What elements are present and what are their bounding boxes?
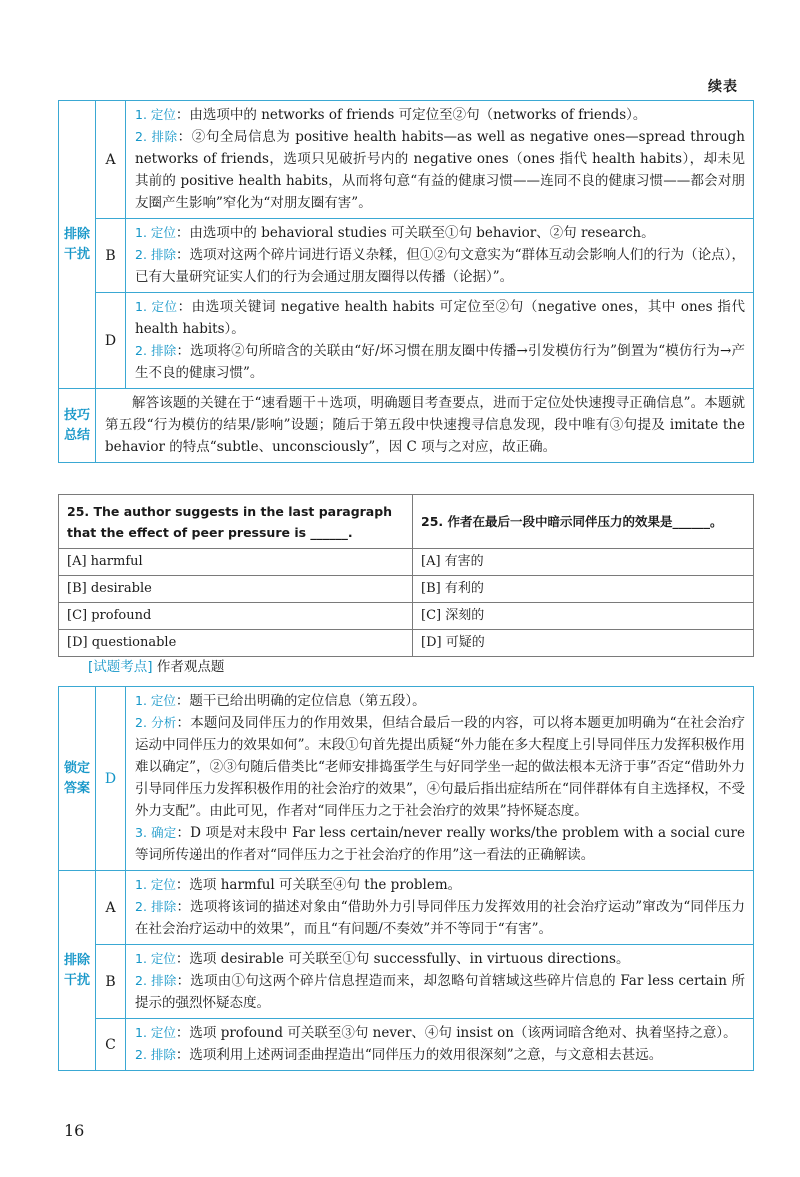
question-option-row xyxy=(59,549,754,576)
answer-option: D xyxy=(96,687,126,871)
exclude-row-a xyxy=(59,101,754,219)
option-letter: A xyxy=(96,871,126,945)
option-analysis: 1. 定位：选项 harmful 可关联至④句 the problem。 2. 排除：选项将该词的描述对象由“借助外力引导同伴压力发挥效用的社会治疗运动”窜改为“同伴压力在社会治疗运动中的效果”，而且“有问题/不奏效”并不等同于“有害”。 xyxy=(126,871,754,945)
skill-summary-text: 解答该题的关键在于“速看题干＋选项，明确题目考查要点，进而于定位处快速搜寻正确信息”。本题就第五段“行为模仿的结果/影响”设题；随后于第五段中快速搜寻信息发现，段中唯有③句提及 imitate the behavior 的特点“subtle、unconsciously”，因 C 项与之对应，故正确。 xyxy=(96,389,754,463)
exclude-row-b xyxy=(59,945,754,1019)
option-en: [C] profound xyxy=(59,603,413,630)
option-zh: [D] 可疑的 xyxy=(413,630,754,657)
exclude-row-b xyxy=(59,219,754,293)
answer-row xyxy=(59,687,754,871)
option-analysis: 1. 定位：选项 profound 可关联至③句 never、④句 insist on（该两词暗含绝对、执着坚持之意）。 2. 排除：选项利用上述两词歪曲捏造出“同伴压力的效用很深刻”之意，与文意相去甚远。 xyxy=(126,1019,754,1071)
option-en: [D] questionable xyxy=(59,630,413,657)
option-letter: A xyxy=(96,101,126,219)
exclude-row-c xyxy=(59,1019,754,1071)
skill-summary-row xyxy=(59,389,754,463)
analysis-table-q24 xyxy=(58,100,754,463)
answer-analysis: 1. 定位：题干已给出明确的定位信息（第五段）。 2. 分析：本题问及同伴压力的作用效果，但结合最后一段的内容，可以将本题更加明确为“在社会治疗运动中同伴压力的效果如何”。末段①句首先提出质疑“外力能在多大程度上引导同伴压力发挥积极作用难以确定”，②③句随后借类比“老师安排捣蛋学生与好同学坐一起的做法根本无济于事”否定“借助外力引导同伴压力发挥积极作用的社会治疗的效果”，④句最后指出症结所在“同伴群体有自主选择权，不受外力支配”。由此可见，作者对“同伴压力之于社会治疗的效果”持怀疑态度。 3. 确定：D 项是对末段中 Far less certain/never really works/the problem with a social cure 等词所传递出的作者对“同伴压力之于社会治疗的作用”这一看法的正确解读。 xyxy=(126,687,754,871)
option-analysis: 1. 定位：由选项中的 behavioral studies 可关联至①句 behavior、②句 research。 2. 排除：选项对这两个碎片词进行语义杂糅，但①②句文意实为“群体互动会影响人们的行为（论点），已有大量研究证实人们的行为会通过朋友圈得以传播（论据）”。 xyxy=(126,219,754,293)
question-option-row xyxy=(59,576,754,603)
option-en: [A] harmful xyxy=(59,549,413,576)
option-en: [B] desirable xyxy=(59,576,413,603)
question-option-row xyxy=(59,630,754,657)
exclude-label: 排除 干扰 xyxy=(59,871,96,1071)
option-zh: [A] 有害的 xyxy=(413,549,754,576)
answer-label: 锁定 答案 xyxy=(59,687,96,871)
question-stem-zh: 25. 作者在最后一段中暗示同伴压力的效果是______。 xyxy=(413,495,754,549)
option-zh: [B] 有利的 xyxy=(413,576,754,603)
question-option-row xyxy=(59,603,754,630)
question-table xyxy=(58,494,754,657)
continued-label: 续表 xyxy=(708,79,738,95)
exclude-row-a xyxy=(59,871,754,945)
page-number: 16 xyxy=(64,1121,85,1140)
option-letter: B xyxy=(96,219,126,293)
exclude-row-d xyxy=(59,293,754,389)
test-point-tag: [试题考点] xyxy=(88,659,153,675)
skill-label: 技巧 总结 xyxy=(59,389,96,463)
option-zh: [C] 深刻的 xyxy=(413,603,754,630)
option-letter: D xyxy=(96,293,126,389)
test-point-text: 作者观点题 xyxy=(156,659,225,675)
option-analysis: 1. 定位：选项 desirable 可关联至①句 successfully、in virtuous directions。 2. 排除：选项由①句这两个碎片信息捏造而来，却忽略句首辖域这些碎片信息的 Far less certain 所提示的强烈怀疑态度。 xyxy=(126,945,754,1019)
question-stem-row xyxy=(59,495,754,549)
option-letter: B xyxy=(96,945,126,1019)
option-analysis: 1. 定位：由选项关键词 negative health habits 可定位至②句（negative ones，其中 ones 指代 health habits）。 2. 排除：选项将②句所暗含的关联由“好/坏习惯在朋友圈中传播→引发模仿行为”倒置为“模仿行为→产生不良的健康习惯”。 xyxy=(126,293,754,389)
option-letter: C xyxy=(96,1019,126,1071)
exclude-label: 排除 干扰 xyxy=(59,101,96,389)
analysis-table-q25 xyxy=(58,686,754,1071)
test-point xyxy=(88,656,224,678)
question-stem-en: 25. The author suggests in the last paragraph that the effect of peer pressure is ______. xyxy=(59,495,413,549)
option-analysis: 1. 定位：由选项中的 networks of friends 可定位至②句（networks of friends）。 2. 排除：②句全局信息为 positive health habits—as well as negative ones—spread through networks of friends，选项只见破折号内的 negative ones（ones 指代 health habits），却未见其前的 positive health habits，从而将句意“有益的健康习惯——连同不良的健康习惯——都会对朋友圈产生影响”窄化为“对朋友圈有害”。 xyxy=(126,101,754,219)
